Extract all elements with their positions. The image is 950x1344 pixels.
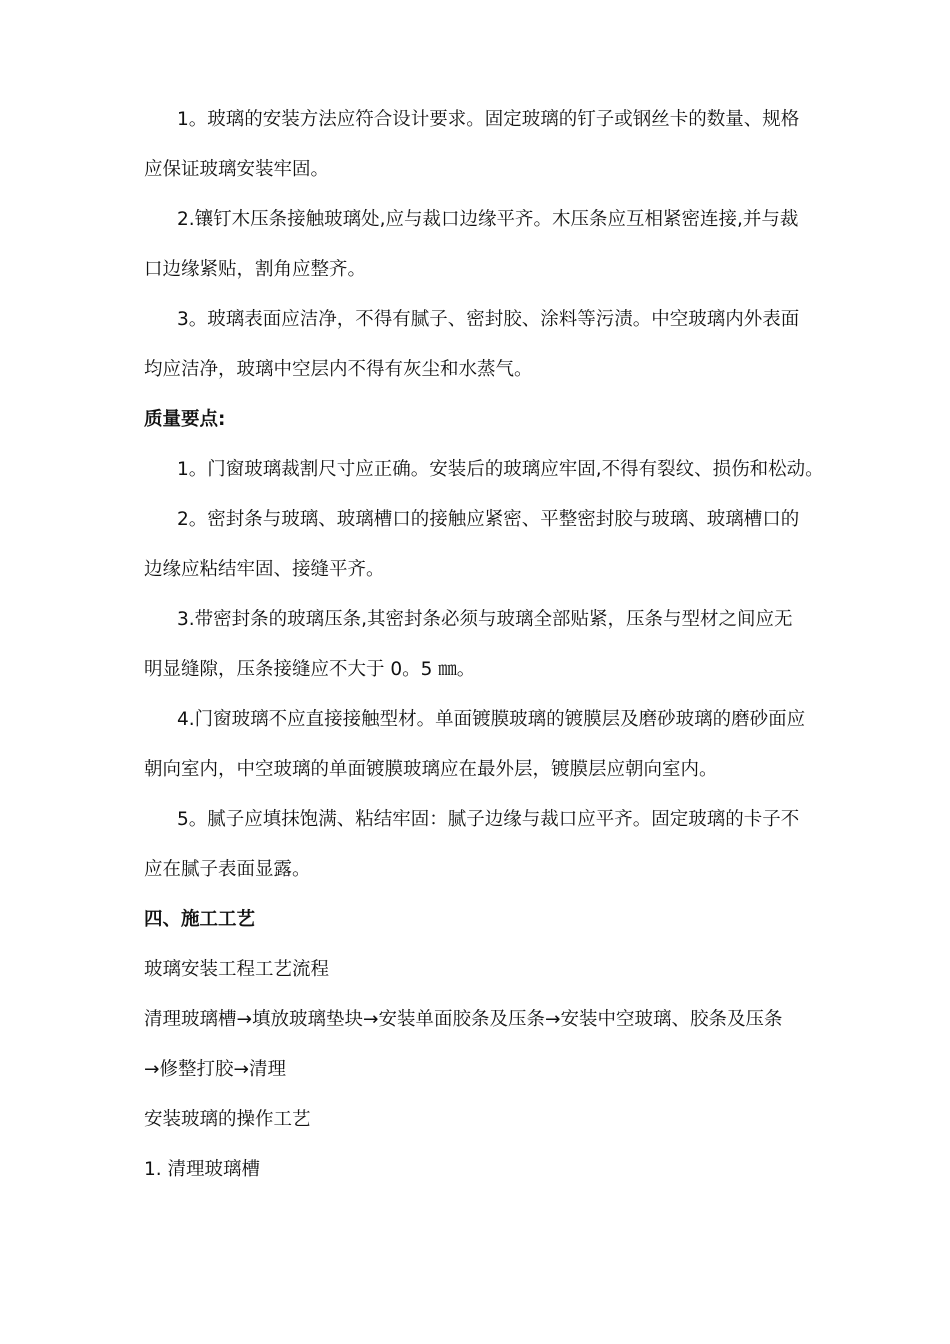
quality-item-3 bbox=[144, 595, 824, 695]
text-line: 安装玻璃的操作工艺 bbox=[144, 1109, 311, 1130]
text-line: 应在腻子表面显露。 bbox=[144, 859, 311, 880]
text-line: 4.门窗玻璃不应直接接触型材。单面镀膜玻璃的镀膜层及磨砂玻璃的磨砂面应 bbox=[177, 709, 806, 730]
process-flow-title bbox=[144, 945, 824, 995]
text-line: 3。玻璃表面应洁净，不得有腻子、密封胶、涂料等污渍。中空玻璃内外表面 bbox=[177, 309, 800, 330]
text-line: 5。腻子应填抹饱满、粘结牢固：腻子边缘与裁口应平齐。固定玻璃的卡子不 bbox=[177, 809, 800, 830]
process-flow-steps bbox=[144, 995, 824, 1095]
construction-process-heading bbox=[144, 895, 824, 945]
text-line: 均应洁净，玻璃中空层内不得有灰尘和水蒸气。 bbox=[144, 359, 533, 380]
quality-item-4 bbox=[144, 695, 824, 795]
quality-item-2 bbox=[144, 495, 824, 595]
install-item-3 bbox=[144, 295, 824, 395]
text-line: 1。玻璃的安装方法应符合设计要求。固定玻璃的钉子或钢丝卡的数量、规格 bbox=[177, 109, 800, 130]
install-item-1 bbox=[144, 95, 824, 195]
section-heading: 四、施工工艺 bbox=[144, 909, 256, 930]
quality-item-1 bbox=[144, 445, 824, 495]
text-line: 明显缝隙，压条接缝应不大于 0。5 ㎜。 bbox=[144, 659, 476, 680]
section-heading: 质量要点: bbox=[144, 409, 226, 430]
text-line: 口边缘紧贴，割角应整齐。 bbox=[144, 259, 367, 280]
quality-points-heading bbox=[144, 395, 824, 445]
text-line: 玻璃安装工程工艺流程 bbox=[144, 959, 330, 980]
operation-process-title bbox=[144, 1095, 824, 1145]
text-line: 清理玻璃槽→填放玻璃垫块→安装单面胶条及压条→安装中空玻璃、胶条及压条 bbox=[144, 1009, 783, 1030]
quality-item-5 bbox=[144, 795, 824, 895]
text-line: 2.镶钉木压条接触玻璃处,应与裁口边缘平齐。木压条应互相紧密连接,并与裁 bbox=[177, 209, 799, 230]
text-line: →修整打胶→清理 bbox=[144, 1059, 287, 1080]
text-line: 应保证玻璃安装牢固。 bbox=[144, 159, 330, 180]
text-line: 2。密封条与玻璃、玻璃槽口的接触应紧密、平整密封胶与玻璃、玻璃槽口的 bbox=[177, 509, 800, 530]
text-line: 朝向室内，中空玻璃的单面镀膜玻璃应在最外层，镀膜层应朝向室内。 bbox=[144, 759, 718, 780]
text-line: 3.带密封条的玻璃压条,其密封条必须与玻璃全部贴紧，压条与型材之间应无 bbox=[177, 609, 793, 630]
operation-step-1 bbox=[144, 1145, 824, 1195]
document-page bbox=[144, 95, 824, 1195]
text-line: 1. 清理玻璃槽 bbox=[144, 1159, 261, 1180]
install-item-2 bbox=[144, 195, 824, 295]
text-line: 边缘应粘结牢固、接缝平齐。 bbox=[144, 559, 385, 580]
text-line: 1。门窗玻璃裁割尺寸应正确。安装后的玻璃应牢固,不得有裂纹、损伤和松动。 bbox=[177, 459, 824, 480]
